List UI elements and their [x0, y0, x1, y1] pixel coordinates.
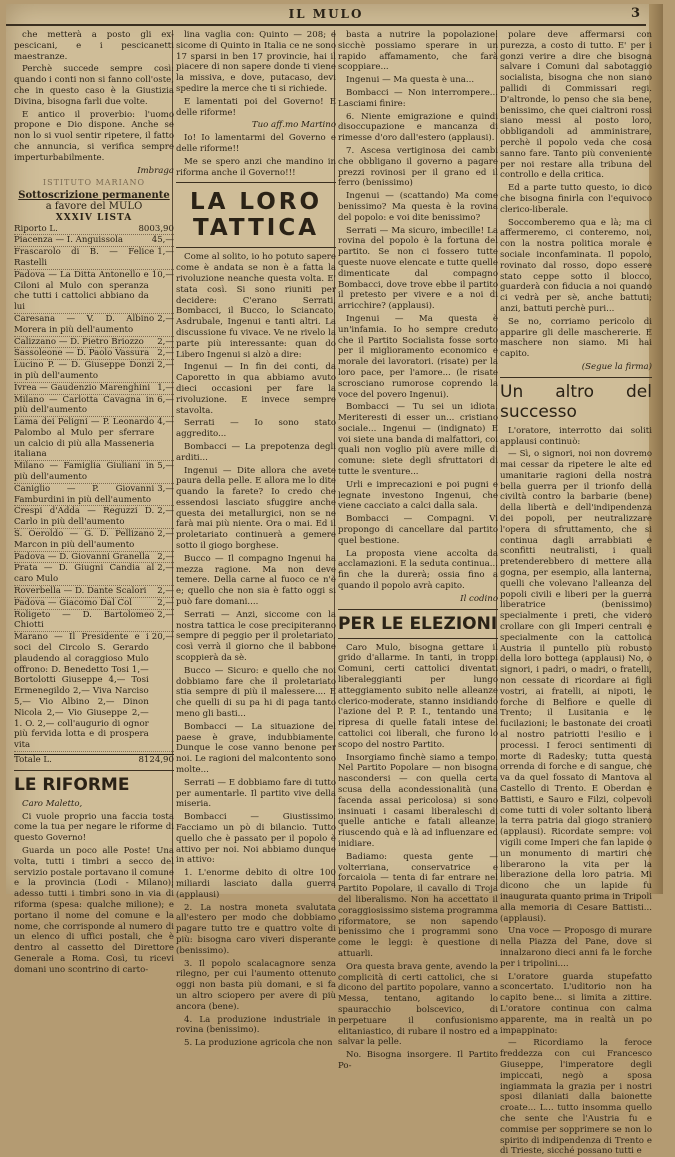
article-paragraph: basta a nutrire la popolazione: sicchè possiamo sperare in un rapido affamamento, che farà scoppiare...	[338, 30, 498, 73]
article-paragraph: — Ricordiamo la feroce freddezza con cui Francesco Giuseppe, l'imperatore degli impiccati, negò a sposa ingiammata la grazia per i nostri sposi dilaniati dalla baionette croate... L... tutto insomma quello che sente che l'Austria fu e commise per sopprimere se non lo spirito di indipendenza di Trento e di Trieste, sicché possano tutti e	[500, 1038, 652, 1157]
article-paragraph: Ed a parte tutto questo, io dico che bisogna finirla con l'equivoco clerico-liberale.	[500, 183, 652, 215]
article-paragraph: Serrati — E dobbiamo fare di tutto per aumentarle. Il partito vive della miseria.	[176, 777, 336, 810]
donation-amount: 20,—	[151, 632, 174, 643]
library-stamp: ISTITUTO MARIANO	[42, 178, 146, 188]
article-paragraph: 1. L'enorme debito di oltre 100 miliardi lasciato dalla guerra (applausi)	[176, 868, 336, 900]
subscription-entry	[14, 484, 174, 507]
column-4	[500, 30, 652, 1157]
page-number: 3	[630, 6, 640, 21]
article-paragraph: Ingenui — Dite allora che avete paura della pelle. E allora me lo dite quando la farete? Io credo che essendosi lasciato sfuggire anche questa dei metallurgici, non se ne farà mai più niente. Ora o mai. Ed il proletariato continuerà a gemere sotto il giogo borghese.	[176, 465, 336, 552]
article-paragraph: Serrati — Ma sicuro, imbecille! La rovina del popolo è la fortuna del partito. Se non ci fossero tutte queste nuove elencate e tutte quelle dimenticate dal compagno Bombacci, dove trove ebbe il partito il pretesto per vivere e a noi di arricchire? (applausi).	[338, 225, 498, 312]
article-paragraph: Serrati — Anzi, siccome con la nostra tattica le cose precipiteranno sempre di peggio per il proletariato, così verrà il giorno che il babbone scoppierà da sè.	[176, 609, 336, 664]
article-paragraph: Se no, corriamo pericolo di apparire gli delle maschererie. E maschere non siamo. Mi hai capito.	[500, 316, 652, 360]
donor-name: Sassoleone — D. Paolo Vassura	[14, 348, 150, 359]
subscription-entry	[14, 348, 174, 360]
donor-name: Calizzano — D. Pietro Briozzo	[14, 336, 144, 347]
donor-name: Prata — D. Giugni Candia al caro Mulo	[14, 563, 155, 585]
article-body	[338, 643, 498, 1072]
article-paragraph: Caro Mulo, bisogna gettare il grido d'allarme. In tanti, in troppi Comuni, certi cattolici diventati liberaleggianti per lungo atteggiamento subito nelle alleanze clerico-moderate, stanno insidiando l'azione del P. P. I., tentando una ripresa di quelle fatali intese del cattolici coi liberali, che furono lo scopo del nostro Partito.	[338, 642, 498, 750]
subscription-entry	[14, 552, 174, 564]
article-paragraph: Ingenui — Ma questa è una...	[346, 75, 475, 86]
article-body	[176, 252, 336, 1049]
article-paragraph: Come al solito, io ho potuto sapere come è andata se non è a fatta la rivoluzione neanche questa volta. E' stata così. Si sono riuniti per decidere: C'erano Serrati, Bombacci, il Bucco, lo Sciancato, Asdrubale, Ingenui e tanti altri. La discussione fu vivace. Ve ne rivelo la parte più interessante: quan do Libero Ingenui si alzò a dire:	[176, 252, 336, 360]
article-paragraph: Guarda un poco alle Poste! Una volta, tutti i timbri a secco del servizio postale portavano il comune e la provincia (Lodi - Milano); adesso tutti i timbri sono in via di riforma (spesa: qualche milione); e portano il nome del comune e la nome, che corrisponde al numero di un elenco di uffici postali, che è dentro al cassetto del Direttore Generale a Roma. Così, tu ricevi domani uno scontrino di carto-	[14, 845, 174, 975]
article-body	[500, 426, 652, 1157]
article-paragraph: 3. Il popolo scalacagnore senza rilegno, per cui l'aumento ottenuto oggi non basta più domani, e si fa un altro sciopero per avere di più ancora (bene).	[176, 958, 336, 1012]
donor-name: Lama dei Peligni — P. Leonardo Palombo al Mulo per sferrare un calcio di più alla Masseneria italiana	[14, 417, 155, 460]
article-paragraph: Insorgiamo finchè siamo a tempo. Nel Partito Popolare — non bisogna nascondersi — con quella certa scusa della acondessionalità (una facenda assai pericolosa) si sono insinuati i casami liberaleschi di quelle antiche e fatali alleanze, riuscendo quà e là ad influenzare ed inidiare.	[338, 752, 498, 849]
article-paragraph: Soccomberemo qua e là; ma ci affermeremo, ci conteremo, noi, con la nostra politica morale e sociale inconfaminata. Il popolo, rovinato dal rosso, dopo essere stato ceppe sotto il blocco, guarderà con fiducia a noi quando ci vedrà per sè, anche battuti; anzi, battuti perchè puri...	[500, 217, 652, 314]
article-paragraph: 6. Niente emigrazione e quindi disoccupazione e mancanza di rimesse d'oro dall'estero (applausi).	[338, 111, 498, 144]
article-paragraph: lina vaglia con: Quinto — 208; e sicome di Quinto in Italia ce ne sono 17 sparsi in ben 17 provincie, hai il piacere di non sapere donde ti viene la missiva, e dove, putacaso, devi spedire la merce che ti si richiede.	[176, 30, 336, 94]
article-paragraph: 5. La produzione agricola che non	[184, 1038, 333, 1049]
subscription-list	[14, 224, 174, 752]
subscription-entry	[14, 506, 174, 529]
donation-amount: 2,—	[157, 563, 174, 574]
headline-riforme: LE RIFORME	[14, 774, 130, 795]
donor-name: Padova — Giacomo Dal Col	[14, 597, 133, 608]
donation-amount: 2,—	[157, 586, 174, 597]
donor-name: Milano — Carlotta Cavagna in più dell'aumento	[14, 394, 155, 416]
donation-amount: 2,—	[157, 551, 174, 562]
donation-amount: 2,—	[157, 529, 174, 540]
donation-amount: 2,—	[157, 348, 174, 359]
subscription-entry	[14, 247, 174, 270]
article-paragraph: L'oratore, interrotto dai soliti applausi continuò:	[500, 425, 652, 447]
subscription-list-number: XXXIV LISTA	[55, 212, 133, 223]
subscription-entry	[14, 529, 174, 552]
article-body	[338, 30, 498, 592]
masthead: IL MULO	[288, 7, 364, 21]
newspaper-page	[6, 4, 663, 1157]
page-header	[6, 4, 646, 26]
subscription-entry	[14, 270, 174, 314]
article-paragraph: Serrati — Io sono stato aggredito...	[176, 418, 336, 440]
subscription-entry	[14, 632, 174, 752]
article-paragraph: che metterà a posto gli ex-pescicani, e i pescicanetti maestranze.	[14, 30, 174, 62]
article-paragraph: Bombacci — Tu sei un idiota. Meriteresti di esser un... cristiano sociale... Ingenui — (indignato) E voi siete una banda di malfattori, coi quali non voglio più avere mille di comune: siete degli sfruttatori di tutte le sventure...	[338, 402, 498, 478]
subscription-entry	[14, 417, 174, 461]
article-signature: (Segue la firma)	[581, 361, 652, 372]
donation-amount: 1,—	[157, 382, 174, 393]
article-paragraph: Ci vuole proprio una faccia tosta come la tua per negare le riforme di questo Governo!	[14, 811, 174, 844]
column-1	[14, 30, 174, 975]
subscription-entry	[14, 586, 174, 598]
donation-amount: 2,—	[157, 313, 174, 324]
donor-name: Roverbella — D. Dante Scalori	[14, 586, 147, 597]
subscription-entry	[14, 461, 174, 484]
subscription-entry	[14, 598, 174, 610]
article-paragraph: Badiamo: questa gente — volterriana, conservatrice e forcaiola — tenta di far entrare nel Partito Popolare, il cavallo di Troja del liberalismo. Non ha accettato il coraggiosissimo sistema programma riformatore, se non sapendo benissimo che i programmi sono come le leggi: è questione di attuarli.	[338, 851, 498, 959]
donor-name: Crespi d'Adda — Reguzzi D. Carlo in più dell'aumento	[14, 506, 155, 528]
donor-name: Riporto L.	[14, 223, 58, 234]
article-paragraph: Caro Maletto,	[22, 798, 83, 809]
donor-name: Padova — D. Giovanni Granella	[14, 551, 150, 562]
article-paragraph: No. Bisogna insorgere. Il Partito Po-	[338, 1050, 498, 1071]
subscription-entry	[14, 224, 174, 236]
donation-amount: 2,—	[157, 506, 174, 517]
total-amount: 8124,90	[138, 755, 174, 765]
donation-amount: 8003,90	[138, 223, 174, 234]
article-paragraph: E lamentati poi del Governo! E delle riforme!	[176, 96, 336, 118]
donor-name: Caniglio — P. Giovanni Famburdini in più dell'aumento	[14, 483, 155, 505]
donor-name: Lucino P. — D. Giuseppe Donzi in più dell'aumento	[14, 360, 155, 381]
subscription-title: Sottoscrizione permanente	[18, 190, 170, 202]
donation-amount: 6,—	[157, 394, 174, 405]
subscription-entry	[14, 314, 174, 337]
article-signature: Tuo aff.mo Martino	[251, 120, 336, 131]
donation-amount: 45,—	[151, 235, 174, 246]
headline-successo: Un altro del successo	[500, 377, 652, 422]
article-paragraph: Bucco — Sicuro: e quello che noi dobbiamo fare che il proletariato stia sempre di più il malessere.... E che quelli di su pa hi di paga tanto meno gli basti...	[176, 665, 336, 720]
headline-tattica: LA LORO TATTICA	[189, 189, 323, 242]
subscription-entry	[14, 610, 174, 633]
article-paragraph: Ora questa brava gente, avendo la complicità di certi cattolici, che si dicono del partito popolare, vanno a Messa, tentano, agitando lo spauracchio bolscevico, di perpetuare il confusionismo elitaniastico, di rubare il nostro ed a salvar la pelle.	[338, 961, 498, 1048]
article-paragraph: E antico il proverbio: l'uomo propone e Dio dispone. Anche se non lo si vuol sentir ripetere, il fatto che annuncia, si verifica sempre imperturbabilmente.	[14, 109, 174, 163]
article-paragraph: Ingenui — (scattando) Ma come benissimo? Ma questa è la rovina del popolo: e voi dite benissimo?	[338, 191, 498, 223]
column-3	[338, 30, 498, 1071]
donor-name: Caresana — V. D. Albino Morera in più dell'aumento	[14, 313, 155, 335]
article-paragraph: Perchè succede sempre così: quando i conti non si fanno coll'oste, che in questo caso è la Giustizia Divina, bisogna farli due volte.	[14, 64, 174, 107]
article-paragraph: — Sì, o signori, noi non dovremo mai cessar da ripetere le alte ed umanitarie ragioni della nostra bella guerra per il trionfo della civiltà contro la barbarie (bene) della libertà e dell'indipendenza dei popoli, per neutralizzare l'opera di sfruttamento, che si continua dagli arrabbiati e sconfitti neutralisti, i quali pretenderebbero di mettere alla gogna, per esempio, alla lanterna, quelli che volevano l'alleanza del popoli civili e liberi per la guerra liberatrice (benissimo) specialmente i preti, che videro crollare con gli Imperi centrali e specialmente con la cattolica Austria il puntello più robusto della loro bottega (applausi) No, o signori, i padri, o madri, o fratelli, non cessate di ricordare ai figli vostri, ai fratelli, ai nipoti, le forche di Belfiore e quelle di Trento; il Lusitania e le fucilazioni; le bastonate dei croati al nostro patriotti l'esilio e i processi. I feroci sentimenti di morte di Radesky; tutta questa orrenda di forche e di sangue, che va da quel fossato di Mantova al Castello di Trento. E Oberdan e Battisti, e Sauro e Filzi, colpevoli come tutti di voler soltanto libera la terra patria dal giogo straniero (applausi). Ricordate sempre: voi vigili come Imperi che fan lapide o un monumento di martiri che liberarono la vita per la liberazione della loro patria. Mi dicono che un lapide fu inaugurata quanto prima in Tripoli alla memoria di Cesare Battisti...(applausi).	[500, 449, 652, 924]
donor-name: Ivrea — Gaudenzio Marenghini	[14, 382, 151, 393]
donor-name: Milano — Famiglia Giuliani in più dell'aumento	[14, 461, 155, 483]
article-signature: Imbraga	[137, 165, 174, 176]
article-paragraph: Bombacci — Compagni. Vi propongo di cancellare dal partito quel bestione.	[338, 514, 498, 546]
article-paragraph: 7. Ascesa vertiginosa dei cambi che obbligano il governo a pagare prezzi rovinosi per il grano ed il ferro (benissimo)	[338, 145, 498, 189]
total-label: Totale L.	[14, 755, 52, 765]
subscription-entry	[14, 235, 174, 247]
article-body	[500, 30, 652, 360]
donor-name: Padova — La Ditta Antonello e Ciloni al Mulo con speranza che tutti i cattolici abbiano da lui	[14, 269, 149, 313]
article-paragraph: Una voce — Proposgo di murare nella Piazza del Pane, dove si innalzarono dieci anni fa le forche per i tripolini....	[500, 926, 652, 969]
donation-amount: 5,—	[157, 461, 174, 472]
article-paragraph: Bombacci — La prepotenza degli arditi...	[176, 441, 336, 463]
column-2	[176, 30, 336, 1049]
donor-name: Marano — Il Presidente e i soci del Circolo S. Gerardo plaudendo al coraggioso Mulo offrono: D. Benedetto Tosi 1,— Bortolotti Giuseppe 4,— Tosi Ermenegildo 2,— Viva Narciso 5,— Vio Albino 2,— Dinon Nicola 2,— Vio Giuseppe 2,— 1. O. 2,— coll'augurio di ognor più fervida lotta e di prospera vita	[14, 632, 149, 751]
donation-amount: 10,—	[151, 269, 174, 280]
subscription-subtitle: a favore del MULO	[45, 200, 143, 212]
article-paragraph: Bucco — Il compagno Ingenui ha mezza ragione. Ma non deve temere. Della carne al fuoco ce n'è e; quello che non sia è fatto oggi si può fare domani....	[176, 553, 336, 608]
donation-amount: 4,—	[157, 417, 174, 428]
donor-name: S. Oeroldo — G. D. Pellizano Marcon in più dell'aumento	[14, 529, 155, 550]
subscription-entry	[14, 383, 174, 395]
donation-amount: 2,—	[157, 597, 174, 608]
subscription-entry	[14, 337, 174, 349]
article-paragraph: Urli e imprecazioni e poi pugni e legnate investono Ingenui, che viene cacciato a calci dalla sala.	[338, 479, 498, 512]
article-paragraph: Bombacci — Giustissimo. Facciamo un pò di bilancio. Tutto quello che è passato per il popolo è attivo per noi. Noi abbiamo dunque in attivo:	[176, 812, 336, 866]
donor-name: Frascarolo di B. — Felice Rastelli	[14, 247, 155, 268]
article-paragraph: Bombacci — La situazione del paese è grave, indubbiamente. Dunque le cose vanno benone per noi. Le ragioni del malcontento sono molte...	[176, 721, 336, 776]
subscription-entry	[14, 395, 174, 418]
article-paragraph: L'oratore guarda stupefatto sconcertato. L'uditorio non ha capito bene... si limita a zittire. L'oratore continua con calma apparente, ma in realtà un po impappinato:	[500, 971, 652, 1036]
article-paragraph: Ingenui — Ma questa è un'infamia. Io ho sempre creduto che il Partito Socialista fosse sorto per il miglioramento economico e morale dei lavoratori. (risate) per la loro pace, per l'amore... (le risate scrosciano rumorose coprendo la voce del povero Ingenui).	[338, 313, 498, 400]
article-paragraph: La proposta viene accolta da acclamazioni. E la seduta continua... fin che la durerà; ossia fino a quando il popolo avrà capito.	[338, 548, 498, 592]
donation-amount: 2,—	[157, 360, 174, 371]
donor-name: Piacenza — I. Anguissola	[14, 235, 124, 246]
article-paragraph: 4. La produzione industriale in rovina (benissimo).	[176, 1014, 336, 1036]
article-paragraph: Io! Io lamentarmi del Governo e delle riforme!!	[176, 133, 336, 154]
subscription-total	[14, 754, 174, 766]
article-paragraph: Me se spero anzi che mandino in riforma anche il Governo!!!	[176, 156, 336, 178]
article-paragraph: 2. La nostra moneta svalutata all'estero per modo che dobbiamo pagare tutto tre e quattro volte di più: bisogna caro viveri disperante (benissimo).	[176, 902, 336, 956]
article-paragraph: Bombacci — Non interrompere... Lasciami finire:	[338, 87, 498, 109]
donation-amount: 2,—	[157, 336, 174, 347]
headline-elezioni: PER LE ELEZIONI	[338, 613, 498, 634]
donation-amount: 3,—	[157, 483, 174, 494]
subscription-entry	[14, 360, 174, 383]
donation-amount: 2,—	[157, 609, 174, 620]
donation-amount: 1,—	[157, 247, 174, 258]
article-paragraph: polare deve affermarsi con purezza, a costo di tutto. E' per i gonzi verire a dire che bisogna salvare i Comuni dal sabotaggio socialista, bisogna che non siano pallidi di Commissari regi. D'altronde, lo penso che sia bene, benissimo, che quei cialtroni rossi siano messi al posto loro, obbligandoli ad amministrare, perchè il popolo veda che cosa sanno fare. Tanto più conveniente per noi restare alla tribuna del controllo e della critica.	[500, 30, 652, 181]
subscription-entry	[14, 563, 174, 586]
article-paragraph: Ingenui — In fin dei conti, da Caporetto in qua abbiamo avuto dieci occasioni per fare la rivoluzione. E invece sempre stavolta.	[176, 362, 336, 416]
donor-name: Roligeto — D. Bartolomeo Chiotti	[14, 609, 155, 631]
article-signature: Il codino	[460, 593, 498, 604]
